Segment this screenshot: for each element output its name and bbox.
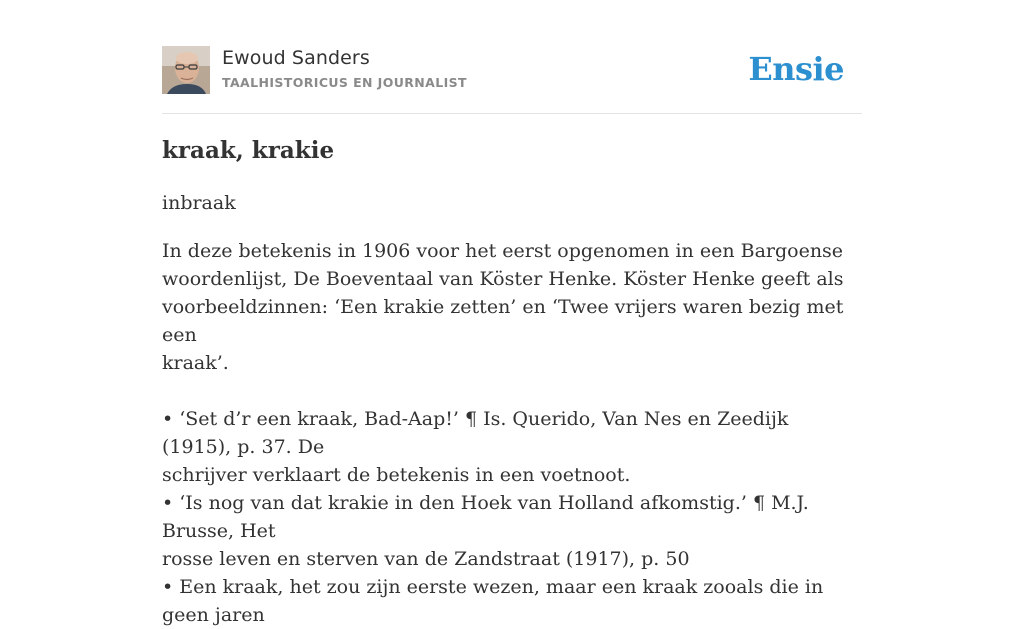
- quote-item: schrijver verklaart de betekenis in een voetnoot.: [162, 464, 631, 486]
- avatar-photo-icon: [162, 46, 210, 94]
- author-role: TAALHISTORICUS EN JOURNALIST: [222, 75, 467, 90]
- quote-item: • ‘Set d’r een kraak, Bad-Aap!’ ¶ Is. Querido, Van Nes en Zeedijk (1915), p. 37. De: [162, 408, 789, 458]
- header-divider: [162, 113, 862, 114]
- intro-line: woordenlijst, De Boeventaal van Köster Henke. Köster Henke geeft als: [162, 268, 844, 290]
- author-avatar[interactable]: [162, 46, 210, 94]
- intro-line: kraak’.: [162, 352, 229, 374]
- entry-body: [162, 237, 862, 629]
- quote-item: • Een kraak, het zou zijn eerste wezen, maar een kraak zooals die in geen jaren: [162, 576, 824, 626]
- entry-title: kraak, krakie: [162, 137, 335, 164]
- entry-intro: [162, 237, 862, 377]
- entry-subtitle: inbraak: [162, 192, 236, 214]
- author-header: [162, 46, 862, 98]
- intro-line: In deze betekenis in 1906 voor het eerst opgenomen in een Bargoense: [162, 240, 844, 262]
- ensie-logo[interactable]: Ensie: [748, 50, 844, 88]
- intro-line: voorbeeldzinnen: ‘Een krakie zetten’ en ‘Twee vrijers waren bezig met een: [162, 296, 844, 346]
- quote-list: [162, 405, 862, 629]
- quote-item: • ‘Is nog van dat krakie in den Hoek van Holland afkomstig.’ ¶ M.J. Brusse, Het: [162, 492, 809, 542]
- quote-item: rosse leven en sterven van de Zandstraat (1917), p. 50: [162, 548, 690, 570]
- author-name[interactable]: Ewoud Sanders: [222, 47, 370, 69]
